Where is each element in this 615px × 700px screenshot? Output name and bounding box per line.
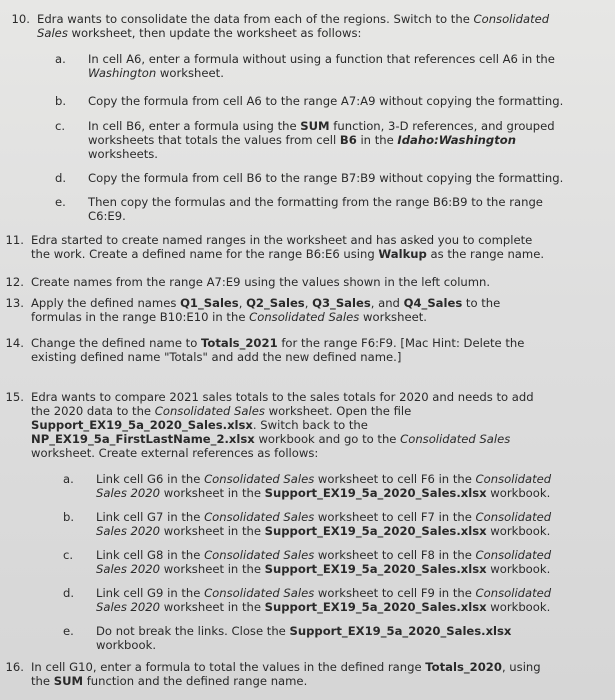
text-line: Link cell G8 in the Consolidated Sales worksheet to cell F8 in the Consolidated — [96, 548, 552, 562]
step-text — [31, 233, 544, 261]
sub-letter: a. — [63, 472, 74, 486]
text-line: the work. Create a defined name for the range B6:E6 using Walkup as the range name. — [31, 247, 545, 261]
text-line: Support_EX19_5a_2020_Sales.xlsx. Switch back to the — [31, 418, 368, 432]
step-number: 12. — [5, 275, 24, 289]
italic-text: Consolidated Sales — [400, 432, 511, 446]
italic-text: Consolidated Sales — [204, 548, 315, 562]
text-line: existing defined name "Totals" and add the new defined name.] — [31, 350, 402, 364]
sub-letter: c. — [55, 119, 66, 133]
bold-text: Q1_Sales — [180, 296, 239, 310]
step-number: 11. — [5, 233, 24, 247]
step-text — [31, 660, 541, 688]
text-line: Then copy the formulas and the formatting from the range B6:B9 to the range — [88, 195, 543, 209]
text-line: NP_EX19_5a_FirstLastName_2.xlsx workbook and go to the Consolidated Sales — [31, 432, 511, 446]
step-text — [31, 275, 490, 289]
bold-text: B6 — [339, 133, 357, 147]
bold-text: Support_EX19_5a_2020_Sales.xlsx — [264, 600, 487, 614]
text-line: Apply the defined names Q1_Sales, Q2_Sales, Q3_Sales, and Q4_Sales to the — [31, 296, 501, 310]
sub-letter: c. — [63, 548, 74, 562]
sub-text — [88, 52, 555, 80]
text-line: Sales 2020 worksheet in the Support_EX19_5a_2020_Sales.xlsx workbook. — [96, 524, 551, 538]
sub-text — [96, 548, 551, 576]
text-line: worksheets. — [88, 147, 158, 161]
italic-text: Consolidated — [475, 510, 552, 524]
bold-text: Q2_Sales — [246, 296, 305, 310]
step-number: 16. — [5, 660, 24, 674]
italic-text: Sales 2020 — [96, 562, 161, 576]
sub-text — [96, 624, 511, 652]
sub-text — [88, 171, 563, 185]
text-line: In cell A6, enter a formula without using a function that references cell A6 in the — [88, 52, 555, 66]
italic-text: Consolidated — [475, 548, 552, 562]
sub-letter: d. — [55, 171, 67, 185]
bold-text: Idaho:Washington — [397, 133, 516, 147]
sub-letter: b. — [63, 510, 75, 524]
bold-text: Support_EX19_5a_2020_Sales.xlsx — [289, 624, 512, 638]
text-line: Copy the formula from cell B6 to the range B7:B9 without copying the formatting. — [88, 171, 564, 185]
text-line: Sales 2020 worksheet in the Support_EX19_5a_2020_Sales.xlsx workbook. — [96, 486, 551, 500]
text-line: Sales 2020 worksheet in the Support_EX19_5a_2020_Sales.xlsx workbook. — [96, 562, 551, 576]
step-number: 10. — [11, 12, 30, 26]
bold-text: Totals_2021 — [201, 336, 278, 350]
italic-text: Consolidated — [473, 12, 550, 26]
text-line: the SUM function and the defined range name. — [31, 674, 308, 688]
bold-text: Totals_2020 — [425, 660, 502, 674]
text-line: Edra wants to consolidate the data from each of the regions. Switch to the Consolidated — [37, 12, 550, 26]
italic-text: Consolidated Sales — [204, 510, 315, 524]
sub-letter: e. — [55, 195, 66, 209]
text-line: Change the defined name to Totals_2021 for the range F6:F9. [Mac Hint: Delete the — [31, 336, 525, 350]
sub-letter: e. — [63, 624, 74, 638]
italic-text: Sales 2020 — [96, 524, 161, 538]
text-line: Link cell G9 in the Consolidated Sales worksheet to cell F9 in the Consolidated — [96, 586, 552, 600]
step-text — [31, 390, 534, 460]
text-line: worksheets that totals the values from cell B6 in the Idaho:Washington — [88, 133, 516, 147]
text-line: In cell B6, enter a formula using the SUM function, 3-D references, and grouped — [88, 119, 555, 133]
step-text — [31, 296, 500, 324]
italic-text: Sales 2020 — [96, 600, 161, 614]
bold-text: Support_EX19_5a_2020_Sales.xlsx — [264, 486, 487, 500]
italic-text: Washington — [88, 66, 157, 80]
sub-text — [88, 94, 563, 108]
italic-text: Consolidated Sales — [154, 404, 265, 418]
bold-text: Walkup — [378, 247, 427, 261]
text-line: Washington worksheet. — [88, 66, 224, 80]
sub-letter: a. — [55, 52, 66, 66]
sub-text — [96, 472, 551, 500]
sub-letter: b. — [55, 94, 67, 108]
step-number: 13. — [5, 296, 24, 310]
text-line: Copy the formula from cell A6 to the range A7:A9 without copying the formatting. — [88, 94, 564, 108]
italic-text: Sales 2020 — [96, 486, 161, 500]
italic-text: Sales — [37, 26, 68, 40]
text-line: Edra started to create named ranges in the worksheet and has asked you to complete — [31, 233, 533, 247]
italic-text: Consolidated Sales — [204, 472, 315, 486]
step-text — [31, 336, 524, 364]
step-number: 15. — [5, 390, 24, 404]
text-line: Link cell G7 in the Consolidated Sales worksheet to cell F7 in the Consolidated — [96, 510, 552, 524]
italic-text: Consolidated — [475, 472, 552, 486]
text-line: C6:E9. — [88, 209, 126, 223]
text-line: Sales worksheet, then update the worksheet as follows: — [37, 26, 362, 40]
text-line: the 2020 data to the Consolidated Sales worksheet. Open the file — [31, 404, 412, 418]
text-line: workbook. — [96, 638, 157, 652]
text-line: Link cell G6 in the Consolidated Sales worksheet to cell F6 in the Consolidated — [96, 472, 552, 486]
text-line: formulas in the range B10:E10 in the Consolidated Sales worksheet. — [31, 310, 427, 324]
bold-text: NP_EX19_5a_FirstLastName_2.xlsx — [31, 432, 255, 446]
bold-text: Support_EX19_5a_2020_Sales.xlsx — [264, 562, 487, 576]
bold-text: Support_EX19_5a_2020_Sales.xlsx — [31, 418, 253, 432]
bold-text: Support_EX19_5a_2020_Sales.xlsx — [264, 524, 487, 538]
text-line: Edra wants to compare 2021 sales totals to the sales totals for 2020 and needs to add — [31, 390, 534, 404]
text-line: Create names from the range A7:E9 using the values shown in the left column. — [31, 275, 491, 289]
step-text — [37, 12, 549, 40]
text-line: Sales 2020 worksheet in the Support_EX19_5a_2020_Sales.xlsx workbook. — [96, 600, 551, 614]
sub-text — [88, 119, 555, 161]
sub-letter: d. — [63, 586, 75, 600]
bold-text: Q3_Sales — [312, 296, 371, 310]
text-line: worksheet. Create external references as follows: — [31, 446, 319, 460]
italic-text: Consolidated Sales — [249, 310, 360, 324]
step-number: 14. — [5, 336, 24, 350]
bold-text: Q4_Sales — [403, 296, 463, 310]
italic-text: Consolidated Sales — [204, 586, 315, 600]
sub-text — [96, 586, 551, 614]
bold-text: SUM — [53, 674, 84, 688]
text-line: In cell G10, enter a formula to total the values in the defined range Totals_2020, using — [31, 660, 541, 674]
sub-text — [88, 195, 543, 223]
italic-text: Consolidated — [475, 586, 552, 600]
sub-text — [96, 510, 551, 538]
text-line: Do not break the links. Close the Support_EX19_5a_2020_Sales.xlsx — [96, 624, 512, 638]
bold-text: SUM — [300, 119, 330, 133]
